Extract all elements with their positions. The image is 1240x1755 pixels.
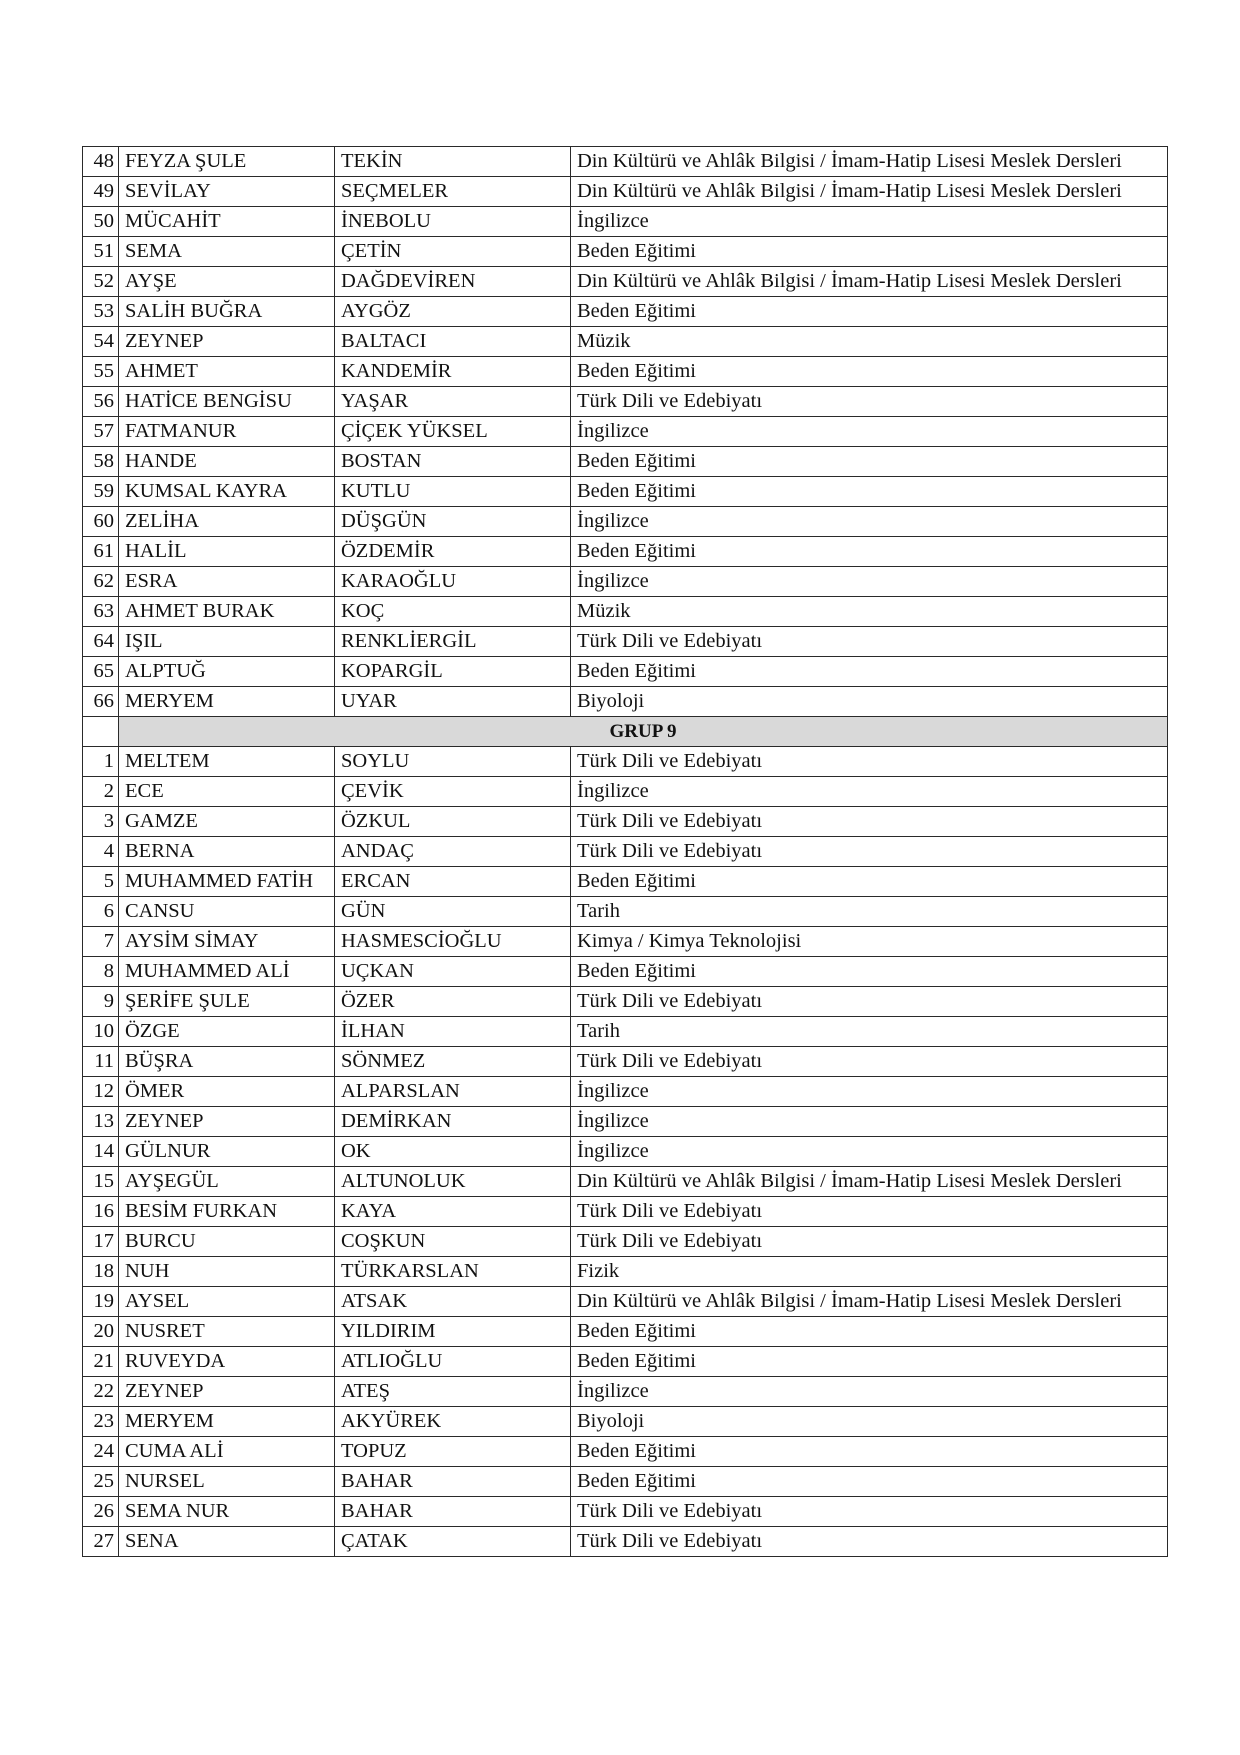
row-number: 51 xyxy=(83,237,119,267)
first-name-cell: AYSİM SİMAY xyxy=(119,927,335,957)
first-name-cell: SALİH BUĞRA xyxy=(119,297,335,327)
row-number: 19 xyxy=(83,1287,119,1317)
table-row xyxy=(83,267,1168,297)
table-row xyxy=(83,957,1168,987)
group-title: GRUP 9 xyxy=(119,717,1168,747)
branch-cell: Türk Dili ve Edebiyatı xyxy=(571,1047,1168,1077)
last-name-cell: DAĞDEVİREN xyxy=(335,267,571,297)
last-name-cell: SOYLU xyxy=(335,747,571,777)
last-name-cell: BOSTAN xyxy=(335,447,571,477)
branch-cell: Din Kültürü ve Ahlâk Bilgisi / İmam-Hatip Lisesi Meslek Dersleri xyxy=(571,147,1168,177)
first-name-cell: HATİCE BENGİSU xyxy=(119,387,335,417)
first-name-cell: ZEYNEP xyxy=(119,327,335,357)
row-number: 63 xyxy=(83,597,119,627)
last-name-cell: İNEBOLU xyxy=(335,207,571,237)
group-header-spacer xyxy=(83,717,119,747)
row-number: 1 xyxy=(83,747,119,777)
last-name-cell: KUTLU xyxy=(335,477,571,507)
last-name-cell: ÖZDEMİR xyxy=(335,537,571,567)
last-name-cell: OK xyxy=(335,1137,571,1167)
row-number: 23 xyxy=(83,1407,119,1437)
table-row xyxy=(83,807,1168,837)
branch-cell: Din Kültürü ve Ahlâk Bilgisi / İmam-Hatip Lisesi Meslek Dersleri xyxy=(571,177,1168,207)
table-row xyxy=(83,1377,1168,1407)
branch-cell: Beden Eğitimi xyxy=(571,657,1168,687)
table-row xyxy=(83,1047,1168,1077)
table-row xyxy=(83,1137,1168,1167)
table-row xyxy=(83,387,1168,417)
row-number: 52 xyxy=(83,267,119,297)
row-number: 66 xyxy=(83,687,119,717)
branch-cell: İngilizce xyxy=(571,777,1168,807)
branch-cell: Din Kültürü ve Ahlâk Bilgisi / İmam-Hatip Lisesi Meslek Dersleri xyxy=(571,267,1168,297)
last-name-cell: BAHAR xyxy=(335,1497,571,1527)
last-name-cell: ÇİÇEK YÜKSEL xyxy=(335,417,571,447)
branch-cell: Beden Eğitimi xyxy=(571,357,1168,387)
table-row xyxy=(83,507,1168,537)
last-name-cell: ALPARSLAN xyxy=(335,1077,571,1107)
table-row xyxy=(83,747,1168,777)
first-name-cell: ZEYNEP xyxy=(119,1377,335,1407)
branch-cell: İngilizce xyxy=(571,207,1168,237)
first-name-cell: NUH xyxy=(119,1257,335,1287)
first-name-cell: HANDE xyxy=(119,447,335,477)
row-number: 62 xyxy=(83,567,119,597)
branch-cell: Müzik xyxy=(571,327,1168,357)
table-row xyxy=(83,627,1168,657)
table-row xyxy=(83,1017,1168,1047)
first-name-cell: GAMZE xyxy=(119,807,335,837)
branch-cell: Tarih xyxy=(571,1017,1168,1047)
table-row xyxy=(83,1257,1168,1287)
last-name-cell: KOÇ xyxy=(335,597,571,627)
table-row xyxy=(83,1467,1168,1497)
table-row xyxy=(83,1407,1168,1437)
branch-cell: Türk Dili ve Edebiyatı xyxy=(571,627,1168,657)
first-name-cell: AYSEL xyxy=(119,1287,335,1317)
last-name-cell: KARAOĞLU xyxy=(335,567,571,597)
row-number: 4 xyxy=(83,837,119,867)
last-name-cell: YAŞAR xyxy=(335,387,571,417)
last-name-cell: ÇETİN xyxy=(335,237,571,267)
group-header-row xyxy=(83,717,1168,747)
last-name-cell: UYAR xyxy=(335,687,571,717)
branch-cell: Beden Eğitimi xyxy=(571,537,1168,567)
last-name-cell: KAYA xyxy=(335,1197,571,1227)
branch-cell: Türk Dili ve Edebiyatı xyxy=(571,837,1168,867)
first-name-cell: ZELİHA xyxy=(119,507,335,537)
branch-cell: İngilizce xyxy=(571,417,1168,447)
last-name-cell: KOPARGİL xyxy=(335,657,571,687)
last-name-cell: HASMESCİOĞLU xyxy=(335,927,571,957)
table-row xyxy=(83,687,1168,717)
branch-cell: Beden Eğitimi xyxy=(571,477,1168,507)
last-name-cell: COŞKUN xyxy=(335,1227,571,1257)
first-name-cell: SEMA NUR xyxy=(119,1497,335,1527)
table-row xyxy=(83,1497,1168,1527)
first-name-cell: SENA xyxy=(119,1527,335,1557)
first-name-cell: ZEYNEP xyxy=(119,1107,335,1137)
last-name-cell: DEMİRKAN xyxy=(335,1107,571,1137)
first-name-cell: MUHAMMED ALİ xyxy=(119,957,335,987)
table-row xyxy=(83,657,1168,687)
table-row xyxy=(83,1077,1168,1107)
first-name-cell: IŞIL xyxy=(119,627,335,657)
branch-cell: İngilizce xyxy=(571,1137,1168,1167)
row-number: 16 xyxy=(83,1197,119,1227)
last-name-cell: SEÇMELER xyxy=(335,177,571,207)
last-name-cell: RENKLİERGİL xyxy=(335,627,571,657)
row-number: 21 xyxy=(83,1347,119,1377)
last-name-cell: TOPUZ xyxy=(335,1437,571,1467)
branch-cell: Türk Dili ve Edebiyatı xyxy=(571,807,1168,837)
branch-cell: Biyoloji xyxy=(571,687,1168,717)
last-name-cell: ATEŞ xyxy=(335,1377,571,1407)
row-number: 55 xyxy=(83,357,119,387)
branch-cell: Din Kültürü ve Ahlâk Bilgisi / İmam-Hatip Lisesi Meslek Dersleri xyxy=(571,1167,1168,1197)
table-row xyxy=(83,987,1168,1017)
row-number: 60 xyxy=(83,507,119,537)
last-name-cell: YILDIRIM xyxy=(335,1317,571,1347)
table-row xyxy=(83,477,1168,507)
row-number: 20 xyxy=(83,1317,119,1347)
last-name-cell: UÇKAN xyxy=(335,957,571,987)
last-name-cell: KANDEMİR xyxy=(335,357,571,387)
last-name-cell: DÜŞGÜN xyxy=(335,507,571,537)
row-number: 9 xyxy=(83,987,119,1017)
row-number: 57 xyxy=(83,417,119,447)
row-number: 8 xyxy=(83,957,119,987)
last-name-cell: ANDAÇ xyxy=(335,837,571,867)
last-name-cell: BALTACI xyxy=(335,327,571,357)
row-number: 65 xyxy=(83,657,119,687)
branch-cell: Beden Eğitimi xyxy=(571,1347,1168,1377)
last-name-cell: SÖNMEZ xyxy=(335,1047,571,1077)
first-name-cell: ESRA xyxy=(119,567,335,597)
first-name-cell: FATMANUR xyxy=(119,417,335,447)
roster-body xyxy=(83,147,1168,1557)
last-name-cell: ÖZKUL xyxy=(335,807,571,837)
last-name-cell: BAHAR xyxy=(335,1467,571,1497)
first-name-cell: MERYEM xyxy=(119,1407,335,1437)
table-row xyxy=(83,147,1168,177)
table-row xyxy=(83,567,1168,597)
row-number: 25 xyxy=(83,1467,119,1497)
branch-cell: Beden Eğitimi xyxy=(571,447,1168,477)
branch-cell: Beden Eğitimi xyxy=(571,1467,1168,1497)
table-row xyxy=(83,417,1168,447)
branch-cell: İngilizce xyxy=(571,1107,1168,1137)
table-row xyxy=(83,597,1168,627)
last-name-cell: ATLIOĞLU xyxy=(335,1347,571,1377)
row-number: 14 xyxy=(83,1137,119,1167)
row-number: 54 xyxy=(83,327,119,357)
row-number: 11 xyxy=(83,1047,119,1077)
first-name-cell: ALPTUĞ xyxy=(119,657,335,687)
branch-cell: İngilizce xyxy=(571,567,1168,597)
table-row xyxy=(83,177,1168,207)
branch-cell: Türk Dili ve Edebiyatı xyxy=(571,747,1168,777)
last-name-cell: ATSAK xyxy=(335,1287,571,1317)
last-name-cell: İLHAN xyxy=(335,1017,571,1047)
first-name-cell: ÖZGE xyxy=(119,1017,335,1047)
first-name-cell: BERNA xyxy=(119,837,335,867)
table-row xyxy=(83,1437,1168,1467)
table-row xyxy=(83,897,1168,927)
row-number: 64 xyxy=(83,627,119,657)
branch-cell: Din Kültürü ve Ahlâk Bilgisi / İmam-Hatip Lisesi Meslek Dersleri xyxy=(571,1287,1168,1317)
table-row xyxy=(83,837,1168,867)
branch-cell: Beden Eğitimi xyxy=(571,867,1168,897)
first-name-cell: MELTEM xyxy=(119,747,335,777)
first-name-cell: GÜLNUR xyxy=(119,1137,335,1167)
row-number: 50 xyxy=(83,207,119,237)
first-name-cell: BESİM FURKAN xyxy=(119,1197,335,1227)
row-number: 5 xyxy=(83,867,119,897)
first-name-cell: ÖMER xyxy=(119,1077,335,1107)
row-number: 22 xyxy=(83,1377,119,1407)
first-name-cell: AHMET BURAK xyxy=(119,597,335,627)
branch-cell: Beden Eğitimi xyxy=(571,297,1168,327)
first-name-cell: RUVEYDA xyxy=(119,1347,335,1377)
first-name-cell: HALİL xyxy=(119,537,335,567)
table-row xyxy=(83,1287,1168,1317)
table-row xyxy=(83,207,1168,237)
roster-table xyxy=(82,146,1168,1557)
last-name-cell: TÜRKARSLAN xyxy=(335,1257,571,1287)
first-name-cell: AHMET xyxy=(119,357,335,387)
row-number: 49 xyxy=(83,177,119,207)
first-name-cell: ŞERİFE ŞULE xyxy=(119,987,335,1017)
first-name-cell: BÜŞRA xyxy=(119,1047,335,1077)
table-row xyxy=(83,237,1168,267)
branch-cell: Türk Dili ve Edebiyatı xyxy=(571,1527,1168,1557)
first-name-cell: MUHAMMED FATİH xyxy=(119,867,335,897)
row-number: 6 xyxy=(83,897,119,927)
first-name-cell: ECE xyxy=(119,777,335,807)
row-number: 48 xyxy=(83,147,119,177)
row-number: 56 xyxy=(83,387,119,417)
branch-cell: Türk Dili ve Edebiyatı xyxy=(571,387,1168,417)
row-number: 24 xyxy=(83,1437,119,1467)
row-number: 15 xyxy=(83,1167,119,1197)
first-name-cell: NURSEL xyxy=(119,1467,335,1497)
table-row xyxy=(83,1527,1168,1557)
branch-cell: Biyoloji xyxy=(571,1407,1168,1437)
last-name-cell: ÇATAK xyxy=(335,1527,571,1557)
table-row xyxy=(83,927,1168,957)
branch-cell: Türk Dili ve Edebiyatı xyxy=(571,987,1168,1017)
first-name-cell: BURCU xyxy=(119,1227,335,1257)
table-row xyxy=(83,867,1168,897)
last-name-cell: ALTUNOLUK xyxy=(335,1167,571,1197)
first-name-cell: FEYZA ŞULE xyxy=(119,147,335,177)
row-number: 13 xyxy=(83,1107,119,1137)
last-name-cell: ÖZER xyxy=(335,987,571,1017)
branch-cell: Kimya / Kimya Teknolojisi xyxy=(571,927,1168,957)
row-number: 10 xyxy=(83,1017,119,1047)
table-row xyxy=(83,297,1168,327)
branch-cell: Tarih xyxy=(571,897,1168,927)
branch-cell: İngilizce xyxy=(571,1077,1168,1107)
first-name-cell: AYŞEGÜL xyxy=(119,1167,335,1197)
last-name-cell: ÇEVİK xyxy=(335,777,571,807)
table-row xyxy=(83,1167,1168,1197)
first-name-cell: AYŞE xyxy=(119,267,335,297)
first-name-cell: SEMA xyxy=(119,237,335,267)
table-row xyxy=(83,1317,1168,1347)
table-row xyxy=(83,537,1168,567)
row-number: 12 xyxy=(83,1077,119,1107)
last-name-cell: TEKİN xyxy=(335,147,571,177)
first-name-cell: MÜCAHİT xyxy=(119,207,335,237)
table-row xyxy=(83,1227,1168,1257)
table-row xyxy=(83,777,1168,807)
table-row xyxy=(83,357,1168,387)
first-name-cell: NUSRET xyxy=(119,1317,335,1347)
table-row xyxy=(83,447,1168,477)
row-number: 27 xyxy=(83,1527,119,1557)
table-row xyxy=(83,1347,1168,1377)
first-name-cell: CUMA ALİ xyxy=(119,1437,335,1467)
branch-cell: Müzik xyxy=(571,597,1168,627)
first-name-cell: MERYEM xyxy=(119,687,335,717)
row-number: 3 xyxy=(83,807,119,837)
branch-cell: Beden Eğitimi xyxy=(571,957,1168,987)
branch-cell: Türk Dili ve Edebiyatı xyxy=(571,1497,1168,1527)
branch-cell: Beden Eğitimi xyxy=(571,1437,1168,1467)
last-name-cell: AKYÜREK xyxy=(335,1407,571,1437)
branch-cell: Beden Eğitimi xyxy=(571,1317,1168,1347)
last-name-cell: ERCAN xyxy=(335,867,571,897)
first-name-cell: CANSU xyxy=(119,897,335,927)
table-row xyxy=(83,1197,1168,1227)
first-name-cell: KUMSAL KAYRA xyxy=(119,477,335,507)
row-number: 58 xyxy=(83,447,119,477)
row-number: 17 xyxy=(83,1227,119,1257)
branch-cell: Türk Dili ve Edebiyatı xyxy=(571,1197,1168,1227)
row-number: 18 xyxy=(83,1257,119,1287)
row-number: 61 xyxy=(83,537,119,567)
last-name-cell: GÜN xyxy=(335,897,571,927)
row-number: 7 xyxy=(83,927,119,957)
branch-cell: Türk Dili ve Edebiyatı xyxy=(571,1227,1168,1257)
row-number: 2 xyxy=(83,777,119,807)
first-name-cell: SEVİLAY xyxy=(119,177,335,207)
row-number: 53 xyxy=(83,297,119,327)
branch-cell: Fizik xyxy=(571,1257,1168,1287)
row-number: 59 xyxy=(83,477,119,507)
table-row xyxy=(83,327,1168,357)
branch-cell: İngilizce xyxy=(571,507,1168,537)
table-row xyxy=(83,1107,1168,1137)
branch-cell: Beden Eğitimi xyxy=(571,237,1168,267)
branch-cell: İngilizce xyxy=(571,1377,1168,1407)
row-number: 26 xyxy=(83,1497,119,1527)
last-name-cell: AYGÖZ xyxy=(335,297,571,327)
